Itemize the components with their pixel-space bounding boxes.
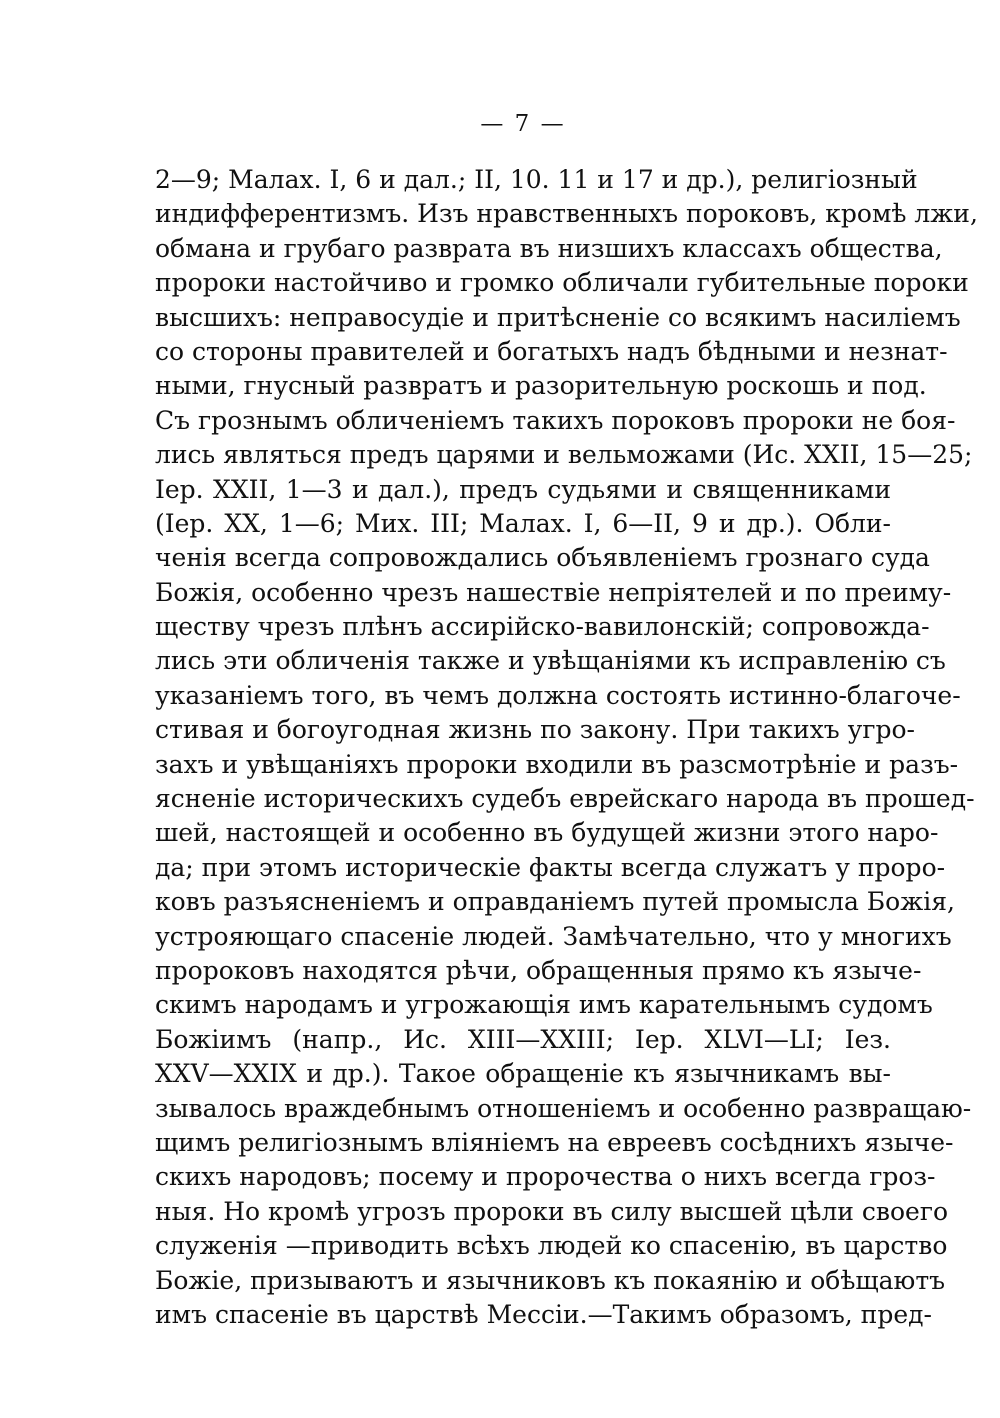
text-line: индифферентизмъ. Изъ нравственныхъ пороковъ, кромѣ лжи, — [155, 199, 978, 229]
text-line: имъ спасеніе въ царствѣ Мессіи.—Такимъ образомъ, пред- — [155, 1299, 932, 1329]
text-line: лись эти обличенія также и увѣщаніями къ исправленію съ — [155, 646, 946, 676]
text-line: высшихъ: неправосудіе и притѣсненіе со всякимъ насиліемъ — [155, 302, 961, 332]
text-line: указаніемъ того, въ чемъ должна состоять истинно-благоче- — [155, 680, 961, 710]
text-line: стивая и богоугодная жизнь по закону. При такихъ угро- — [155, 715, 915, 745]
text-line: скимъ народамъ и угрожающія имъ карательнымъ судомъ — [155, 990, 933, 1020]
text-line: обмана и грубаго разврата въ низшихъ классахъ общества, — [155, 233, 943, 263]
text-line: устрояющаго спасеніе людей. Замѣчательно, что у многихъ — [155, 921, 952, 951]
text-line: Божіимъ (напр., Ис. XIII—XXIII; Іер. XLVI—LI; Іез. — [155, 1024, 891, 1054]
text-line: XXV—XXIX и др.). Такое обращеніе къ язычникамъ вы- — [155, 1059, 891, 1089]
page-number: — 7 — — [480, 111, 566, 137]
text-line: пророковъ находятся рѣчи, обращенныя прямо къ языче- — [155, 955, 922, 985]
text-line: щимъ религіознымъ вліяніемъ на евреевъ сосѣднихъ языче- — [155, 1127, 954, 1157]
text-line: (Іер. XX, 1—6; Мих. III; Малах. I, 6—II, 9 и др.). Обли- — [155, 508, 891, 538]
text-line: ясненіе историческихъ судебъ еврейскаго народа въ прошед- — [155, 784, 975, 814]
text-line: лись являться предъ царями и вельможами (Ис. XXII, 15—25; — [155, 440, 973, 470]
text-line: да; при этомъ историческіе факты всегда служатъ у проро- — [155, 852, 946, 882]
text-line: Іер. XXII, 1—3 и дал.), предъ судьями и священниками — [155, 474, 891, 504]
text-line: служенія —приводить всѣхъ людей ко спасенію, въ царство — [155, 1231, 948, 1261]
text-line: ными, гнусный развратъ и разорительную роскошь и под. — [155, 371, 927, 401]
text-line: пророки настойчиво и громко обличали губительные пороки — [155, 268, 969, 298]
text-line: Божія, особенно чрезъ нашествіе непріятелей и по преиму- — [155, 577, 952, 607]
text-line: ковъ разъясненіемъ и оправданіемъ путей промысла Божія, — [155, 887, 955, 917]
text-line: Съ грознымъ обличеніемъ такихъ пороковъ пророки не боя- — [155, 405, 956, 435]
text-line: ныя. Но кромѣ угрозъ пророки въ силу высшей цѣли своего — [155, 1196, 948, 1226]
text-line: захъ и увѣщаніяхъ пророки входили въ разсмотрѣніе и разъ- — [155, 749, 959, 779]
text-line: Божіе, призываютъ и язычниковъ къ покаянію и обѣщаютъ — [155, 1265, 946, 1295]
body-text — [155, 163, 978, 1332]
text-line: скихъ народовъ; посему и пророчества о нихъ всегда гроз- — [155, 1162, 936, 1192]
text-line: шей, настоящей и особенно въ будущей жизни этого наро- — [155, 818, 939, 848]
text-line: со стороны правителей и богатыхъ надъ бѣдными и незнат- — [155, 336, 948, 366]
text-line: ченія всегда сопровождались объявленіемъ грознаго суда — [155, 543, 930, 573]
text-line: ществу чрезъ плѣнъ ассирійско-вавилонскій; сопровожда- — [155, 612, 930, 642]
text-line: зывалось враждебнымъ отношеніемъ и особенно развращаю- — [155, 1093, 972, 1123]
text-line: 2—9; Малах. I, 6 и дал.; II, 10. 11 и 17 и др.), религіозный — [155, 165, 918, 194]
